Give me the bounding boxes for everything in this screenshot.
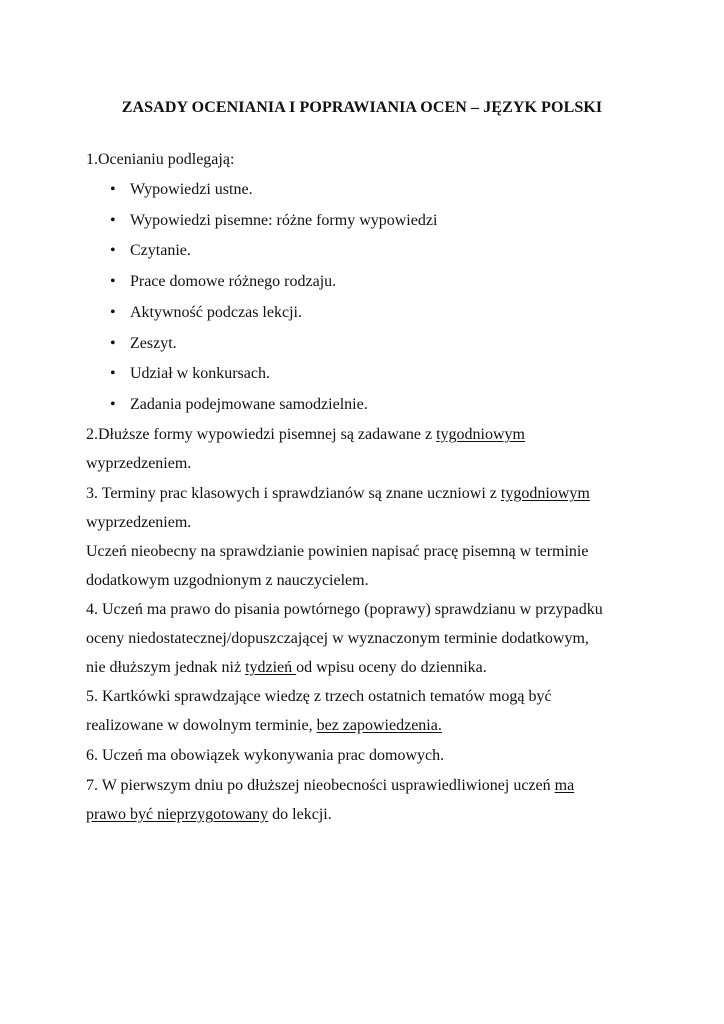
list-item-text: Prace domowe różnego rodzaju. <box>130 273 337 290</box>
bullet-point: • <box>110 396 116 413</box>
section-3-line-2: wyprzedzeniem. <box>86 514 192 531</box>
section-3-line-4: dodatkowym uzgodnionym z nauczycielem. <box>86 572 369 589</box>
bullet-point: • <box>110 304 116 321</box>
section-2-line-2: wyprzedzeniem. <box>86 455 192 472</box>
section-1-heading: 1.Ocenianiu podlegają: <box>86 151 235 168</box>
list-item <box>110 395 368 415</box>
list-item-text: Zadania podejmowane samodzielnie. <box>130 396 368 413</box>
list-item <box>110 364 270 384</box>
section-4-line-3 <box>86 658 487 678</box>
section-2-text: 2.Dłuższe formy wypowiedzi pisemnej są zadawane z <box>86 426 437 443</box>
bullet-point: • <box>110 365 116 382</box>
section-7-underlined-b: prawo być nieprzygotowany <box>86 806 269 823</box>
list-item <box>110 303 302 323</box>
list-item-text: Wypowiedzi ustne. <box>130 181 253 198</box>
section-4-text-b: od wpisu oceny do dziennika. <box>296 659 487 676</box>
list-item-text: Wypowiedzi pisemne: różne formy wypowiedzi <box>130 212 438 229</box>
section-6-line-1: 6. Uczeń ma obowiązek wykonywania prac domowych. <box>86 747 445 764</box>
section-2-underlined: tygodniowym <box>436 426 525 443</box>
bullet-point: • <box>110 242 116 259</box>
section-7-line-2 <box>86 805 332 825</box>
section-4-underlined: tydzień <box>245 659 297 676</box>
section-4-line-2: oceny niedostatecznej/dopuszczającej w wyznaczonym terminie dodatkowym, <box>86 630 589 647</box>
bullet-point: • <box>110 212 116 229</box>
section-5-line-2 <box>86 716 442 736</box>
section-5-underlined: bez zapowiedzenia. <box>316 717 442 734</box>
list-item <box>110 241 191 261</box>
section-7-text-b: do lekcji. <box>268 806 332 823</box>
list-item-text: Aktywność podczas lekcji. <box>130 304 302 321</box>
list-item <box>110 180 253 200</box>
list-item-text: Zeszyt. <box>130 335 177 352</box>
section-5-text: realizowane w dowolnym terminie, <box>86 717 317 734</box>
section-3-line-3: Uczeń nieobecny na sprawdzianie powinien napisać pracę pisemną w terminie <box>86 543 589 560</box>
document-title: ZASADY OCENIANIA I POPRAWIANIA OCEN – JĘZYK POLSKI <box>121 99 603 116</box>
list-item-text: Czytanie. <box>130 242 191 259</box>
section-7-underlined-a: ma <box>554 777 575 794</box>
list-item <box>110 211 438 231</box>
list-item <box>110 334 177 354</box>
section-2-line-1 <box>86 425 525 445</box>
section-3-text: 3. Terminy prac klasowych i sprawdzianów są znane uczniowi z <box>86 485 501 502</box>
section-3-underlined: tygodniowym <box>500 485 590 502</box>
list-item-text: Udział w konkursach. <box>130 365 270 382</box>
section-4-text-a: nie dłuższym jednak niż <box>86 659 246 676</box>
bullet-point: • <box>110 335 116 352</box>
section-7-text: 7. W pierwszym dniu po dłuższej nieobecności usprawiedliwionej uczeń <box>86 777 555 794</box>
section-5-line-1: 5. Kartkówki sprawdzające wiedzę z trzech ostatnich tematów mogą być <box>86 688 552 705</box>
section-3-line-1 <box>86 484 590 504</box>
section-7-line-1 <box>86 776 574 796</box>
list-item <box>110 272 337 292</box>
section-4-line-1: 4. Uczeń ma prawo do pisania powtórnego (poprawy) sprawdzianu w przypadku <box>86 601 603 618</box>
bullet-point: • <box>110 273 116 290</box>
bullet-point: • <box>110 181 116 198</box>
